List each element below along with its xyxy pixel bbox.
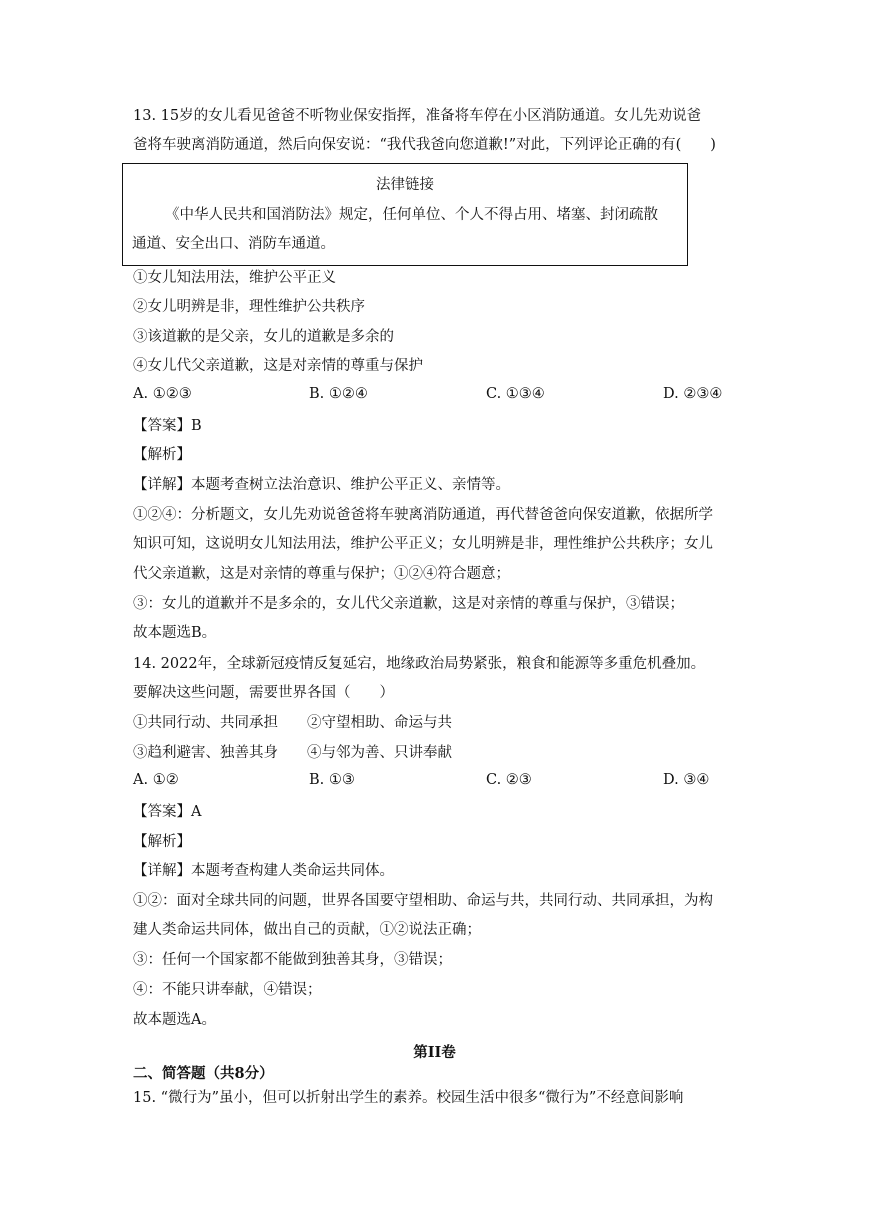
q14-option-b: B. ①③	[309, 772, 355, 788]
law-link-line1: 《中华人民共和国消防法》规定，任何单位、个人不得占用、堵塞、封闭疏散	[165, 207, 658, 223]
q15-stem-line1: 15. “微行为”虽小，但可以折射出学生的素养。校园生活中很多“微行为”不经意间影响	[133, 1090, 684, 1106]
q13-explanation-line4: ③：女儿的道歉并不是多余的，女儿代父亲道歉，这是对亲情的尊重与保护，③错误；	[133, 596, 684, 612]
law-link-line2: 通道、安全出口、消防车通道。	[132, 236, 335, 252]
q13-option-d: D. ②③④	[663, 386, 723, 402]
q13-item-4: ④女儿代父亲道歉，这是对亲情的尊重与保护	[133, 358, 423, 374]
q13-conclusion: 故本题选B。	[133, 625, 217, 641]
q13-option-a: A. ①②③	[133, 386, 192, 402]
volume-title: 第II卷	[413, 1044, 456, 1061]
q14-conclusion: 故本题选A。	[133, 1012, 216, 1028]
q14-option-d: D. ③④	[663, 772, 710, 788]
q14-explanation-line1: ①②：面对全球共同的问题，世界各国要守望相助、命运与共，共同行动、共同承担，为构	[133, 893, 713, 909]
q13-item-3: ③该道歉的是父亲，女儿的道歉是多余的	[133, 329, 394, 345]
q14-stem-line1: 14. 2022年，全球新冠疫情反复延宕，地缘政治局势紧张，粮食和能源等多重危机叠加。	[133, 656, 706, 672]
q13-item-1: ①女儿知法用法，维护公平正义	[133, 270, 336, 286]
law-link-title: 法律链接	[376, 177, 434, 193]
q13-analysis: 【解析】	[133, 447, 191, 463]
q14-explanation-line3: ③：任何一个国家都不能做到独善其身，③错误；	[133, 952, 452, 968]
q13-explanation-line2: 知识可知，这说明女儿知法用法，维护公平正义；女儿明辨是非，理性维护公共秩序；女儿	[133, 536, 713, 552]
part-title: 二、简答题（共8分）	[133, 1065, 274, 1082]
q14-explanation-line4: ④：不能只讲奉献，④错误；	[133, 982, 322, 998]
q14-explanation-line2: 建人类命运共同体，做出自己的贡献，①②说法正确；	[133, 922, 481, 938]
q13-item-2: ②女儿明辨是非，理性维护公共秩序	[133, 299, 365, 315]
q14-items-row1: ①共同行动、共同承担 ②守望相助、命运与共	[133, 715, 452, 731]
q14-option-a: A. ①②	[133, 772, 179, 788]
q13-option-b: B. ①②④	[309, 386, 368, 402]
q14-stem-line2: 要解决这些问题，需要世界各国（ ）	[133, 685, 394, 701]
q13-explanation-line3: 代父亲道歉，这是对亲情的尊重与保护；①②④符合题意；	[133, 566, 510, 582]
law-link-box	[122, 163, 688, 266]
q14-detail: 【详解】本题考查构建人类命运共同体。	[133, 863, 394, 879]
q13-stem-line2: 爸将车驶离消防通道，然后向保安说：“我代我爸向您道歉!”对此，下列评论正确的有( )	[133, 137, 716, 153]
q14-option-c: C. ②③	[486, 772, 532, 788]
q14-answer: 【答案】A	[133, 804, 202, 820]
q13-detail: 【详解】本题考查树立法治意识、维护公平正义、亲情等。	[133, 477, 510, 493]
q13-explanation-line1: ①②④：分析题文，女儿先劝说爸爸将车驶离消防通道，再代替爸爸向保安道歉，依据所学	[133, 507, 713, 523]
q13-answer: 【答案】B	[133, 418, 202, 434]
q14-analysis: 【解析】	[133, 834, 191, 850]
q14-items-row2: ③趋利避害、独善其身 ④与邻为善、只讲奉献	[133, 745, 452, 761]
q13-stem-line1: 13. 15岁的女儿看见爸爸不听物业保安指挥，准备将车停在小区消防通道。女儿先劝说爸	[133, 108, 702, 124]
q13-option-c: C. ①③④	[486, 386, 545, 402]
